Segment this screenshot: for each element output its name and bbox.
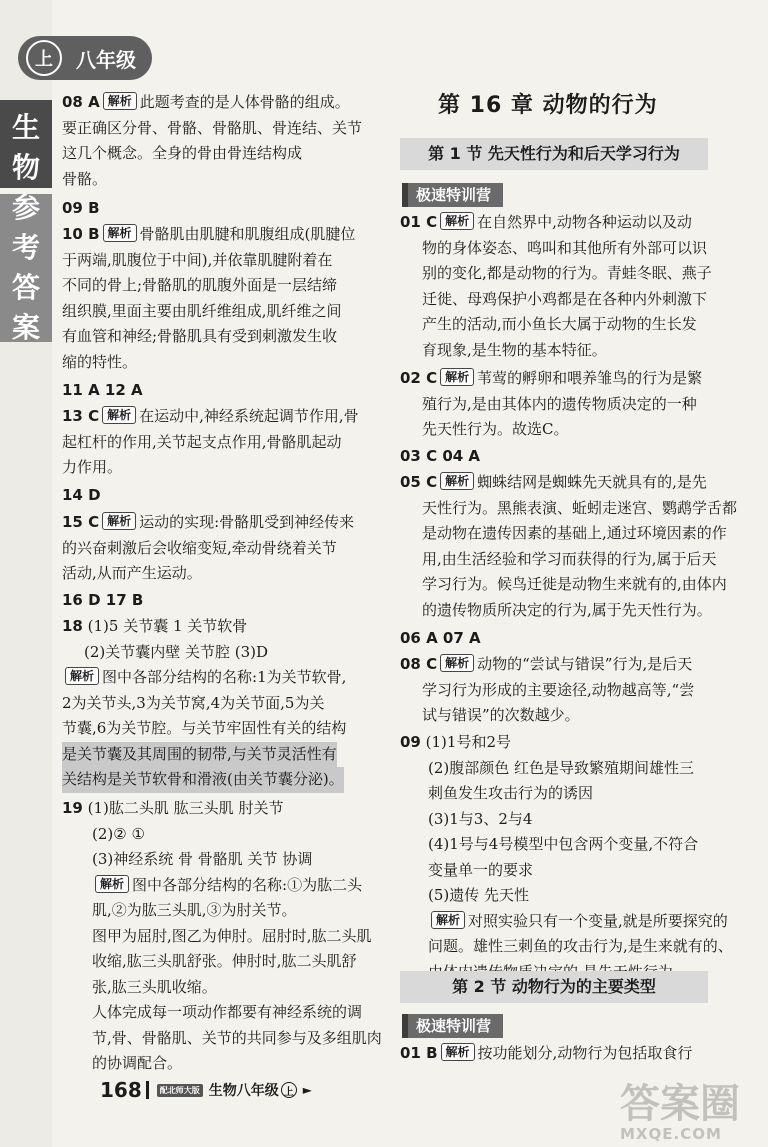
answer-line: 先天性行为。故选C。 — [422, 420, 569, 438]
answer-line: 收缩,肱三头肌舒张。伸肘时,肱二头肌舒 — [92, 952, 357, 970]
answer-item: 18 (1)5 关节囊 1 关节软骨 — [62, 617, 248, 635]
volume-badge: 上 — [281, 1082, 297, 1098]
analysis-tag: 解析 — [440, 368, 474, 386]
answer-line: 天性行为。黑熊表演、蚯蚓走迷宫、鹦鹉学舌都 — [422, 498, 738, 517]
answer-item: 03 C 04 A — [400, 447, 481, 465]
answer-line: 骨骼。 — [62, 169, 108, 188]
answer-line: 力作用。 — [62, 458, 123, 476]
analysis-tag: 解析 — [103, 224, 137, 242]
answer-line: 育现象,是生物的基本特征。 — [422, 340, 607, 359]
answer-item: 09 (1)1号和2号 — [400, 733, 511, 751]
watermark: 答案圈 MXQE.COM — [620, 1081, 740, 1143]
answer-item: 06 A 07 A — [400, 629, 481, 647]
answer-item: 08 C 解析 动物的“尝试与错误”行为,是后天 — [400, 655, 693, 673]
answer-line: 解析 图中各部分结构的名称:①为肱二头 — [92, 873, 362, 899]
answer-line: 于两端,肌腹位于中间),并依靠肌腱附着在 — [62, 250, 333, 269]
analysis-tag: 解析 — [441, 1043, 475, 1061]
publisher-badge: 配北师大版 — [157, 1084, 203, 1097]
answer-line: 起杠杆的作用,关节起支点作用,骨骼肌起动 — [62, 432, 342, 451]
answer-line: 的兴奋刺激后会收缩变短,牵动骨绕着关节 — [62, 538, 337, 557]
footer-divider — [146, 1081, 149, 1099]
answer-item: 13 C 解析 在运动中,神经系统起调节作用,骨 — [62, 407, 359, 425]
answer-item: 16 D 17 B — [62, 591, 144, 609]
answer-item: 05 C 解析 蜘蛛结网是蜘蛛先天就具有的,是先 — [400, 473, 707, 491]
answer-line: 要正确区分骨、骨骼、骨骼肌、骨连结、关节 — [62, 118, 363, 137]
answer-line: 物的身体姿态、鸣叫和其他所有外部可以识 — [422, 238, 708, 257]
answer-line: (4)1号与4号模型中包含两个变量,不符合 — [428, 835, 699, 853]
answer-line: (3)神经系统 骨 骨骼肌 关节 协调 — [92, 850, 313, 868]
answer-line: 组织膜,里面主要由肌纤维组成,肌纤维之间 — [62, 301, 342, 320]
answer-line: 变量单一的要求 — [428, 860, 534, 879]
answer-line: 节囊,6为关节腔。与关节牢固性有关的结构 — [62, 719, 347, 737]
answer-item: 01 C 解析 在自然界中,动物各种运动以及动 — [400, 213, 692, 231]
section-title: 第 2 节 动物行为的主要类型 — [400, 971, 708, 1003]
analysis-tag: 解析 — [440, 654, 474, 672]
answer-line: 问题。雄性三刺鱼的攻击行为,是生来就有的、 — [428, 937, 733, 955]
sidebar — [0, 0, 52, 1147]
answer-line: 解析 图中各部分结构的名称:1为关节软骨, — [62, 665, 346, 691]
answer-item: 10 B 解析 骨骼肌由肌腱和肌腹组成(肌腱位 — [62, 225, 356, 243]
answer-line: (2)关节囊内壁 关节腔 (3)D — [84, 642, 269, 661]
page-number: 168 — [100, 1078, 142, 1102]
answer-line: (5)遗传 先天性 — [428, 886, 530, 904]
answer-line: 肌,②为肱三头肌,③为肘关节。 — [92, 901, 297, 919]
answer-line: 活动,从而产生运动。 — [62, 564, 202, 582]
answer-line: 有血管和神经;骨骼肌具有受到刺激发生收 — [62, 327, 338, 345]
answer-label: 参 考 答 案 — [0, 188, 52, 342]
answer-item: 09 B — [62, 199, 100, 217]
answer-item: 01 B 解析 按功能划分,动物行为包括取食行 — [400, 1044, 693, 1062]
analysis-tag: 解析 — [431, 911, 465, 929]
analysis-tag: 解析 — [103, 92, 137, 110]
answer-line: 学习行为。候鸟迁徙是动物生来就有的,由体内 — [422, 575, 727, 593]
grade-badge — [18, 36, 152, 80]
answer-item: 08 A 解析 此题考查的是人体骨骼的组成。 — [62, 93, 350, 111]
answer-line: 关结构是关节软骨和滑液(由关节囊分泌)。 — [62, 767, 344, 793]
volume-circle: 上 — [26, 40, 62, 76]
answer-line: 不同的骨上;骨骼肌的肌腹外面是一层结缔 — [62, 276, 338, 294]
answer-line: (2)② ① — [92, 824, 145, 843]
page-footer — [100, 1078, 312, 1102]
answer-line: 迁徙、母鸡保护小鸡都是在各种内外刺激下 — [422, 289, 708, 308]
answer-line: 的遗传物质所决定的行为,属于先天性行为。 — [422, 600, 712, 619]
answer-line: (3)1与3、2与4 — [428, 809, 533, 828]
analysis-tag: 解析 — [65, 667, 99, 685]
analysis-tag: 解析 — [102, 406, 136, 424]
answer-line: 节,骨、骨骼肌、关节的共同参与及多组肌肉 — [92, 1028, 382, 1047]
training-label: 极速特训营 — [402, 183, 503, 207]
answer-line: 殖行为,是由其体内的遗传物质决定的一种 — [422, 394, 697, 413]
arrow-icon: ► — [302, 1083, 312, 1097]
analysis-tag: 解析 — [95, 875, 129, 893]
analysis-tag: 解析 — [102, 512, 136, 530]
answer-line: 是动物在遗传因素的基础上,通过环境因素的作 — [422, 524, 727, 542]
answer-item: 15 C 解析 运动的实现:骨骼肌受到神经传来 — [62, 513, 355, 531]
answer-line: 人体完成每一项动作都要有神经系统的调 — [92, 1003, 363, 1021]
chapter-title: 第 16 章 动物的行为 — [438, 93, 658, 118]
analysis-tag: 解析 — [440, 472, 474, 490]
answer-line: 产生的活动,而小鱼长大属于动物的生长发 — [422, 315, 697, 333]
answer-line: 2为关节头,3为关节窝,4为关节面,5为关 — [62, 693, 325, 712]
answer-line: 别的变化,都是动物的行为。青蛙冬眠、燕子 — [422, 264, 712, 282]
answer-line: (2)腹部颜色 红色是导致繁殖期间雄性三 — [428, 758, 695, 777]
answer-line: 试与错误”的次数越少。 — [422, 706, 580, 724]
answer-line: 学习行为形成的主要途径,动物越高等,“尝 — [422, 680, 695, 699]
analysis-tag: 解析 — [440, 212, 474, 230]
grade-text: 八年级 — [76, 47, 136, 72]
answer-line: 张,肱三头肌收缩。 — [92, 977, 217, 996]
answer-line: 缩的特性。 — [62, 352, 138, 371]
answer-line: 图甲为屈肘,图乙为伸肘。屈肘时,肱二头肌 — [92, 926, 372, 945]
answer-item: 14 D — [62, 486, 101, 504]
book-title: 生物八年级 — [208, 1083, 279, 1099]
answer-line: 的协调配合。 — [92, 1054, 183, 1072]
answer-line: 刺鱼发生攻击行为的诱因 — [428, 784, 594, 802]
answer-line: 用,由生活经验和学习而获得的行为,属于后天 — [422, 549, 717, 568]
answer-line: 这几个概念。全身的骨由骨连结构成 — [62, 144, 303, 162]
answer-line: 是关节囊及其周围的韧带,与关节灵活性有 — [62, 742, 337, 768]
answer-line: 解析 对照实验只有一个变量,就是所要探究的 — [428, 909, 728, 935]
subject-label: 生 物 — [0, 100, 52, 196]
section-title: 第 1 节 先天性行为和后天学习行为 — [400, 138, 708, 170]
answer-item: 02 C 解析 苇莺的孵卵和喂养雏鸟的行为是繁 — [400, 369, 703, 387]
training-label: 极速特训营 — [402, 1014, 503, 1038]
answer-item: 11 A 12 A — [62, 381, 143, 399]
answer-item: 19 (1)肱二头肌 肱三头肌 肘关节 — [62, 799, 284, 817]
